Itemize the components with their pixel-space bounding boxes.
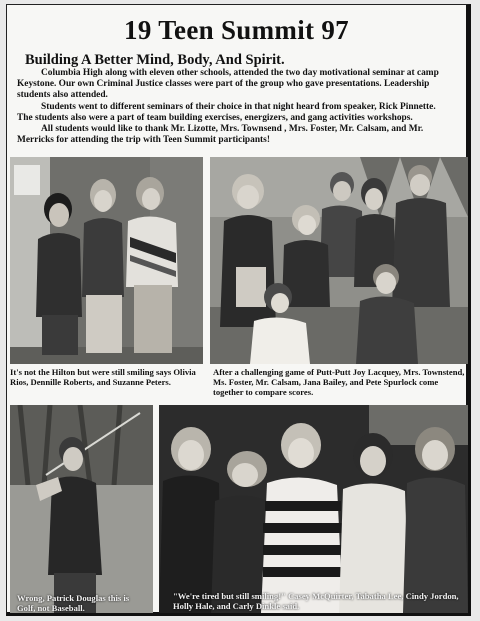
- article-paragraph-1: Columbia High along with eleven other schools, attended the two day motivational seminar at camp Keystone. Our own Criminal Justice classes were part of the group who gave presentations. Leadership students also attended.: [17, 68, 439, 101]
- article-paragraph-2: Students went to different seminars of their choice in that night heard from speaker, Rick Pinnette.: [41, 101, 436, 112]
- article-paragraph-4: All students would like to thank Mr. Lizotte, Mrs. Townsend , Mrs. Foster, Mr. Calsam, and Mr. Merricks for attending the trip with Teen Summit participants!: [17, 124, 424, 146]
- caption-bottom-right: "We're tired but still smiling!" Casey McQuirter, Tabatha Lee, Cindy Jordon, Holly Hale, and Carly Dinkle said.: [173, 591, 459, 611]
- caption-top-right: After a challenging game of Putt-Putt Joy Lacquey, Mrs. Townstend, Ms. Foster, Mr. Calsam, Jana Bailey, and Pete Spurlock come together to compare scores.: [213, 367, 465, 397]
- photo-three-girls: [10, 157, 203, 364]
- yearbook-page: [6, 4, 471, 616]
- photo-golf-boy: [10, 405, 153, 613]
- page-title: 19 Teen Summit 97: [124, 15, 349, 45]
- caption-top-left: It's not the Hilton but were still smiling says Olivia Rios, Dennille Roberts, and Suzanne Peters.: [10, 367, 196, 387]
- article-paragraph-3: The students also were a part of team building exercises, energizers, and gang activities workshops.: [17, 112, 413, 123]
- article-body: [17, 68, 462, 146]
- page-subtitle: Building A Better Mind, Body, And Spirit.: [25, 52, 285, 68]
- photo-tired-girls: [159, 405, 468, 613]
- photo-putt-putt-group: [210, 157, 468, 364]
- caption-bottom-left: Wrong, Patrick Douglas this is Golf, not Baseball.: [17, 593, 130, 613]
